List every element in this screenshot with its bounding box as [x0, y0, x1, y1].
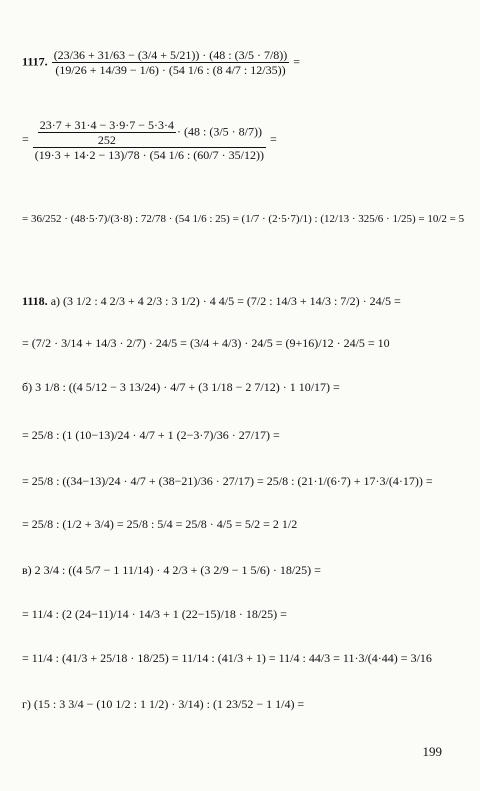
problem-1118v-line-3: = 11/4 : (41/3 + 25/18 · 18/25) = 11/14 : (41/3 + 1) = 11/4 : 44/3 = 11·3/(4·44) = 3/16: [22, 651, 432, 665]
part-label: г): [22, 697, 31, 711]
expression: 2 3/4 : ((4 5/7 − 1 11/14) · 4 2/3 + (3 2/9 − 1 5/6) · 18/25) =: [34, 563, 321, 577]
problem-1118b-line-3: = 25/8 : ((34−13)/24 · 4/7 + (38−21)/36 · 27/17) = 25/8 : (21·1/(6·7) + 17·3/(4·17)) =: [22, 474, 433, 488]
part-label: а): [50, 294, 61, 308]
expression: · (48 : (3/5 · 8/7)): [177, 124, 262, 139]
problem-1118v-line-1: [22, 563, 321, 577]
problem-1118b-line-1: [22, 380, 340, 394]
expression: 3 1/8 : ((4 5/12 − 3 13/24) · 4/7 + (3 1/18 − 2 7/12) · 1 10/17) =: [35, 380, 340, 394]
denominator: (19·3 + 14·2 − 13)/78 · (54 1/6 : (60/7 · 35/12)): [34, 148, 264, 162]
page-number: 199: [422, 744, 442, 759]
denominator: 252: [97, 133, 116, 147]
problem-1118a-line-1: [22, 294, 401, 308]
problem-1118g-line-1: [22, 697, 304, 711]
expression: (15 : 3 3/4 − (10 1/2 : 1 1/2) · 3/14) : (1 23/52 − 1 1/4) =: [33, 697, 305, 711]
part-label: б): [22, 380, 33, 394]
problem-1117-line-1: 1117. $\frac{(23/36 + 31/63 - (3/4 + 5/21)) \cdot (48 : (3/5 \cdot 7/8))}{(19/26 + 14/39 - 1/6) \cdot (54 1/6 : (8 4/7 : 12/35))}$ =: [22, 48, 301, 77]
problem-1118v-line-2: = 11/4 : (2 (24−11)/14 · 14/3 + 1 (22−15)/18 · 18/25) =: [22, 607, 287, 621]
problem-1118a-line-2: = (7/2 · 3/14 + 14/3 · 2/7) · 24/5 = (3/4 + 4/3) · 24/5 = (9+16)/12 · 24/5 = 10: [22, 336, 390, 350]
expression: (3 1/2 : 4 2/3 + 4 2/3 : 3 1/2) · 4 4/5 = (7/2 : 14/3 + 14/3 : 7/2) · 24/5 =: [63, 294, 401, 308]
problem-1117-line-3: = 36/252 · (48·5·7)/(3·8) : 72/78 · (54 1/6 : 25) = (1/7 · (2·5·7)/1) : (12/13 · 325/6 · 1/25) = 10/2 = 5: [22, 213, 465, 225]
problem-number: 1117.: [22, 54, 48, 69]
numerator: 23·7 + 31·4 − 3·9·7 − 5·3·4: [39, 118, 175, 132]
numerator: (23/36 + 31/63 − (3/4 + 5/21)) · (48 : (3/5 · 7/8)): [53, 48, 288, 62]
problem-1117-line-2: = $\frac{23\cdot 7 + 31\cdot 4 - 3\cdot 9\cdot 7 - 5\cdot 3\cdot 4}{252}$ · (48 : (3/5 · 8/7)) (19·3 + 14·2 − 13)/78 · (54 1/6 : (60/7 · 35/12)) =: [22, 118, 277, 162]
denominator: (19/26 + 14/39 − 1/6) · (54 1/6 : (8 4/7 : 12/35)): [55, 63, 286, 77]
fraction: [33, 118, 266, 162]
fraction: [52, 48, 290, 77]
problem-1118b-line-4: = 25/8 : (1/2 + 3/4) = 25/8 : 5/4 = 25/8 · 4/5 = 5/2 = 2 1/2: [22, 517, 298, 531]
problem-number: 1118.: [22, 294, 48, 308]
part-label: в): [22, 563, 32, 577]
problem-1118b-line-2: = 25/8 : (1 (10−13)/24 · 4/7 + 1 (2−3·7)/36 · 27/17) =: [22, 428, 280, 442]
